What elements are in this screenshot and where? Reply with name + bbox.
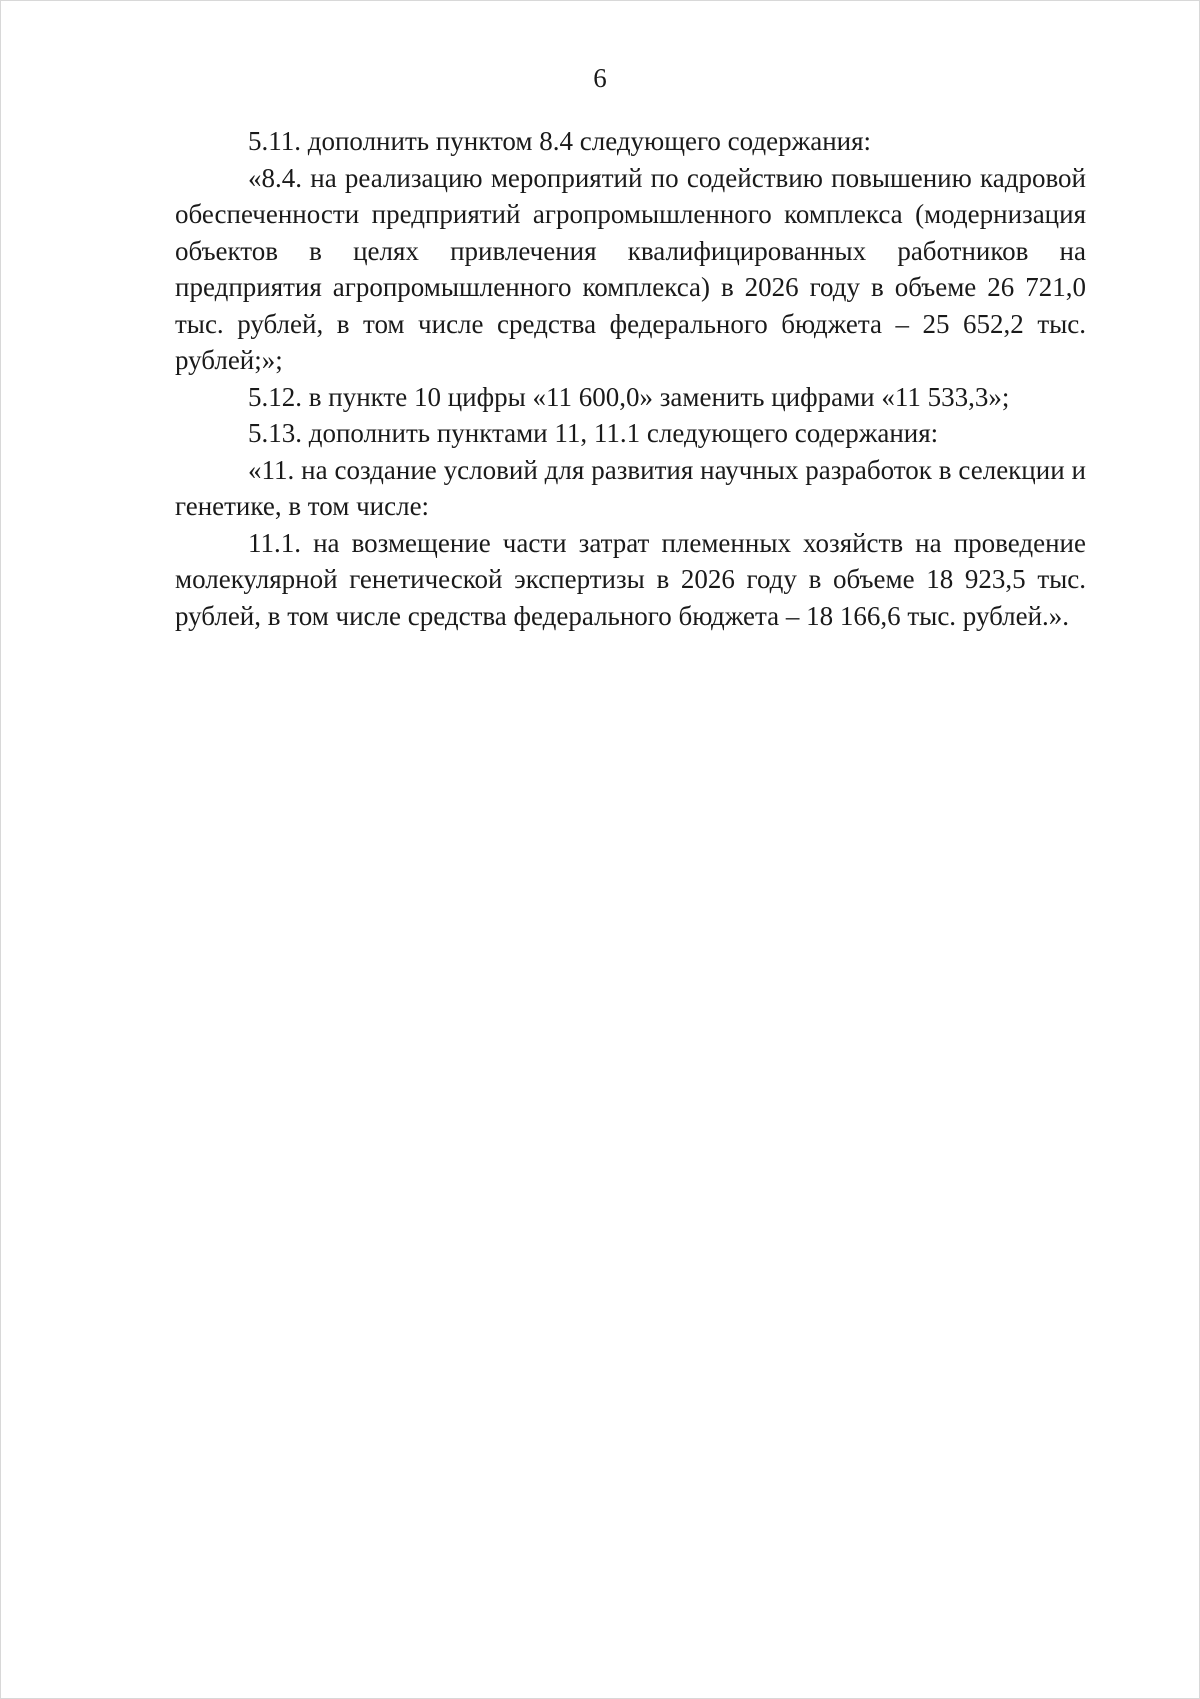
paragraph-5-13: 5.13. дополнить пунктами 11, 11.1 следующего содержания: <box>248 418 939 448</box>
page-number: 6 <box>593 63 607 93</box>
document-body <box>175 123 1086 634</box>
paragraph-11: «11. на создание условий для развития научных разработок в селекции и генетике, в том числе: <box>175 454 1086 521</box>
paragraph-5-12: 5.12. в пункте 10 цифры «11 600,0» заменить цифрами «11 533,3»; <box>248 381 1010 412</box>
paragraph-5-11: 5.11. дополнить пунктом 8.4 следующего содержания: <box>248 126 872 156</box>
paragraph-11-1: 11.1. на возмещение части затрат племенных хозяйств на проведение молекулярной генетической экспертизы в 2026 году в объеме 18 923,5 тыс. рублей, в том числе средства федерального бюджета – 18 166,6 тыс. рублей.». <box>175 527 1086 631</box>
paragraph-8-4: «8.4. на реализацию мероприятий по содействию повышению кадровой обеспеченности предприятий агропромышленного комплекса (модернизация объектов в целях привлечения квалифицированных работников на предприятия агропромышленного комплекса) в 2026 году в объеме 26 721,0 тыс. рублей, в том числе средства федерального бюджета – 25 652,2 тыс. рублей;»; <box>175 162 1086 375</box>
